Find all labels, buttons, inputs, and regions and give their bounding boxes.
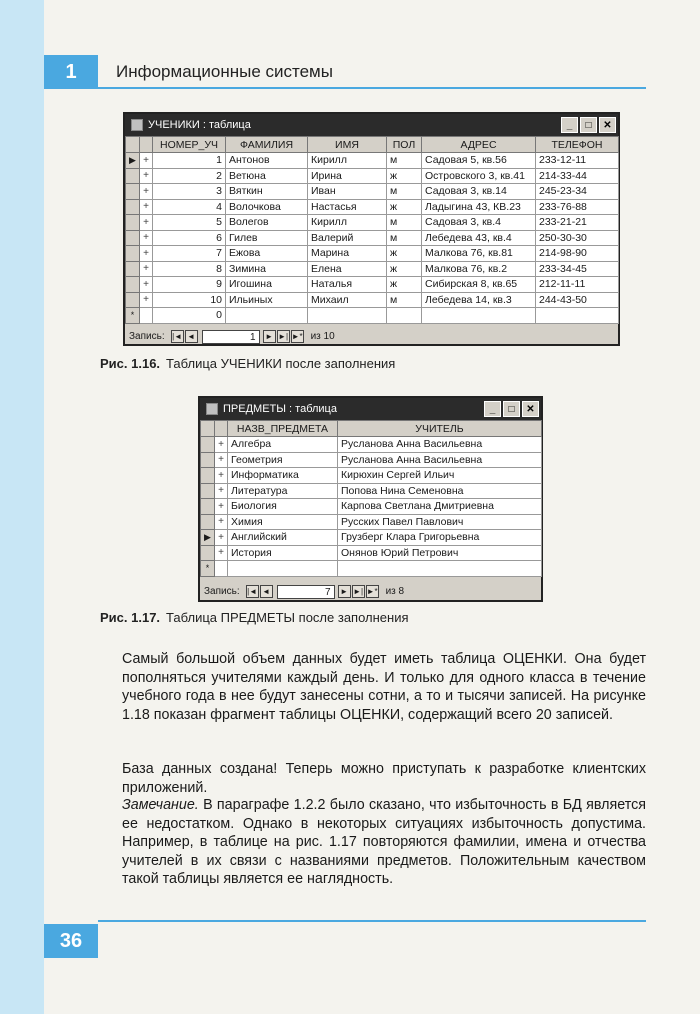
column-header[interactable]: ТЕЛЕФОН — [536, 137, 619, 153]
table-cell[interactable]: 5 — [153, 215, 226, 231]
subjects-grid — [200, 420, 542, 577]
new-record-marker[interactable]: * — [126, 308, 140, 324]
table-cell[interactable]: Марина — [308, 246, 387, 262]
table-cell[interactable]: Ветюна — [226, 168, 308, 184]
close-icon[interactable]: ✕ — [522, 401, 539, 417]
expand-icon[interactable]: + — [215, 437, 228, 453]
record-count: из 10 — [310, 331, 335, 342]
window-titlebar — [125, 114, 618, 136]
table-cell[interactable]: Химия — [228, 514, 338, 530]
table-cell[interactable]: Островского 3, кв.41 — [422, 168, 536, 184]
figure-caption-2 — [100, 610, 409, 625]
column-header[interactable]: НАЗВ_ПРЕДМЕТА — [228, 421, 338, 437]
column-header[interactable]: ИМЯ — [308, 137, 387, 153]
table-row[interactable] — [126, 168, 619, 184]
table-cell[interactable]: 245-23-34 — [536, 184, 619, 200]
row-selector[interactable] — [201, 545, 215, 561]
row-selector-header — [126, 137, 140, 153]
row-selector[interactable] — [126, 184, 140, 200]
paragraph-text: В параграфе 1.2.2 было сказано, что избыточность в БД является ее недостатком. Однако в некоторых ситуациях избыточность допустима. Например, в таблице на рис. 1.17 повторяются фамилии, имена и отчества учителей в их связи с названиями предметов. Положительным качеством такой таблицы является ее наглядность. — [122, 797, 646, 887]
table-cell[interactable] — [536, 308, 619, 324]
table-cell[interactable]: Настасья — [308, 199, 387, 215]
table-cell[interactable]: Биология — [228, 499, 338, 515]
table-cell[interactable]: Русских Павел Павлович — [338, 514, 542, 530]
table-cell[interactable]: Ильиных — [226, 292, 308, 308]
table-cell[interactable]: 0 — [153, 308, 226, 324]
table-cell[interactable] — [338, 561, 542, 577]
table-cell[interactable]: ж — [387, 199, 422, 215]
record-navigator — [125, 327, 618, 347]
row-selector[interactable] — [126, 168, 140, 184]
table-cell[interactable]: ж — [387, 246, 422, 262]
table-cell[interactable]: Антонов — [226, 153, 308, 169]
table-cell[interactable]: Грузберг Клара Григорьевна — [338, 530, 542, 546]
expand-header — [140, 137, 153, 153]
last-record-button[interactable]: ►| — [278, 332, 289, 341]
table-cell[interactable]: Иван — [308, 184, 387, 200]
table-cell[interactable]: Валерий — [308, 230, 387, 246]
row-selector[interactable] — [126, 261, 140, 277]
table-cell[interactable]: 214-98-90 — [536, 246, 619, 262]
expand-icon[interactable]: + — [215, 452, 228, 468]
table-cell[interactable]: 3 — [153, 184, 226, 200]
expand-icon[interactable]: + — [215, 483, 228, 499]
table-cell[interactable]: Кирилл — [308, 215, 387, 231]
table-cell[interactable]: 2 — [153, 168, 226, 184]
remark-label: Замечание. — [122, 797, 199, 813]
table-row[interactable] — [126, 230, 619, 246]
expand-icon[interactable]: + — [140, 153, 153, 169]
table-cell[interactable]: м — [387, 184, 422, 200]
record-number-input[interactable]: 7 — [277, 585, 335, 599]
table-row[interactable] — [201, 545, 542, 561]
table-row[interactable] — [201, 514, 542, 530]
table-cell[interactable] — [422, 308, 536, 324]
table-cell[interactable]: Игошина — [226, 277, 308, 293]
table-cell[interactable]: 214-33-44 — [536, 168, 619, 184]
prev-record-button[interactable]: ◄ — [260, 585, 273, 598]
table-cell[interactable]: Лебедева 14, кв.3 — [422, 292, 536, 308]
expand-icon[interactable]: + — [215, 530, 228, 546]
record-label: Запись: — [204, 586, 240, 597]
body-paragraph-1 — [122, 650, 646, 724]
table-cell[interactable] — [308, 308, 387, 324]
window-title: ПРЕДМЕТЫ : таблица — [223, 403, 337, 415]
record-number-input[interactable]: 1 — [202, 330, 260, 344]
column-header[interactable]: УЧИТЕЛЬ — [338, 421, 542, 437]
expand-icon[interactable]: + — [215, 499, 228, 515]
table-cell[interactable]: 233-76-88 — [536, 199, 619, 215]
column-header[interactable]: ПОЛ — [387, 137, 422, 153]
maximize-icon[interactable]: □ — [503, 401, 520, 417]
last-record-button[interactable]: ►| — [353, 587, 364, 596]
table-cell[interactable]: Кирюхин Сергей Ильич — [338, 468, 542, 484]
first-record-button[interactable]: |◄ — [172, 332, 183, 341]
table-cell[interactable]: 7 — [153, 246, 226, 262]
table-row[interactable] — [201, 468, 542, 484]
row-selector[interactable] — [201, 514, 215, 530]
table-cell[interactable]: Попова Нина Семеновна — [338, 483, 542, 499]
row-selector[interactable] — [201, 437, 215, 453]
table-cell[interactable]: Вяткин — [226, 184, 308, 200]
footer-divider — [98, 920, 646, 922]
table-cell[interactable]: Лебедева 43, кв.4 — [422, 230, 536, 246]
chapter-number: 1 — [44, 55, 98, 89]
left-margin-strip — [0, 0, 44, 1014]
record-count: из 8 — [385, 586, 405, 597]
body-paragraph-3 — [122, 796, 646, 889]
row-selector-header — [201, 421, 215, 437]
table-cell[interactable]: 4 — [153, 199, 226, 215]
chapter-title: Информационные системы — [116, 62, 333, 81]
table-cell[interactable]: Ирина — [308, 168, 387, 184]
record-navigator — [200, 582, 541, 602]
record-label: Запись: — [129, 331, 165, 342]
row-selector[interactable] — [126, 292, 140, 308]
expand-header — [215, 421, 228, 437]
table-cell[interactable]: 8 — [153, 261, 226, 277]
table-cell[interactable]: Карпова Светлана Дмитриевна — [338, 499, 542, 515]
row-selector[interactable] — [126, 215, 140, 231]
table-row[interactable] — [126, 246, 619, 262]
close-icon[interactable]: ✕ — [599, 117, 616, 133]
caption-label: Рис. 1.16. — [100, 356, 161, 371]
table-cell[interactable]: 233-21-21 — [536, 215, 619, 231]
next-record-button[interactable]: ► — [338, 585, 351, 598]
table-cell[interactable]: 244-43-50 — [536, 292, 619, 308]
table-cell[interactable]: Малкова 76, кв.2 — [422, 261, 536, 277]
minimize-icon[interactable]: _ — [561, 117, 578, 133]
table-icon — [131, 119, 143, 131]
table-cell[interactable]: Ладыгина 43, КВ.23 — [422, 199, 536, 215]
expand-icon[interactable]: + — [215, 514, 228, 530]
column-header[interactable]: НОМЕР_УЧ — [153, 137, 226, 153]
table-cell[interactable]: Английский — [228, 530, 338, 546]
expand-icon[interactable]: + — [140, 230, 153, 246]
new-record-row[interactable] — [201, 561, 542, 577]
table-cell[interactable]: Русланова Анна Васильевна — [338, 437, 542, 453]
table-cell[interactable]: 9 — [153, 277, 226, 293]
table-cell[interactable]: 10 — [153, 292, 226, 308]
maximize-icon[interactable]: □ — [580, 117, 597, 133]
table-icon — [206, 403, 218, 415]
row-selector[interactable]: ▶ — [201, 530, 215, 546]
paragraph-text: База данных создана! Теперь можно приступать к разработке клиентских приложений. — [122, 761, 646, 796]
table-cell[interactable] — [226, 308, 308, 324]
body-paragraph-2 — [122, 760, 646, 797]
table-row[interactable] — [126, 261, 619, 277]
table-row[interactable] — [126, 184, 619, 200]
column-header[interactable]: ФАМИЛИЯ — [226, 137, 308, 153]
table-cell[interactable]: Зимина — [226, 261, 308, 277]
table-cell[interactable]: м — [387, 153, 422, 169]
table-cell[interactable]: История — [228, 545, 338, 561]
table-cell[interactable]: Алгебра — [228, 437, 338, 453]
expand-icon[interactable]: + — [140, 277, 153, 293]
expand-icon[interactable]: + — [215, 545, 228, 561]
row-selector[interactable] — [126, 277, 140, 293]
new-record-button[interactable]: ►* — [291, 332, 303, 341]
new-record-button[interactable]: ►* — [366, 587, 378, 596]
table-row[interactable] — [201, 452, 542, 468]
table-cell[interactable]: ж — [387, 277, 422, 293]
table-cell[interactable]: Сибирская 8, кв.65 — [422, 277, 536, 293]
table-cell[interactable]: м — [387, 215, 422, 231]
new-record-row[interactable] — [126, 308, 619, 324]
table-cell[interactable]: 6 — [153, 230, 226, 246]
caption-label: Рис. 1.17. — [100, 610, 161, 625]
row-selector[interactable] — [126, 199, 140, 215]
row-selector[interactable]: ▶ — [126, 153, 140, 169]
table-cell[interactable]: Малкова 76, кв.81 — [422, 246, 536, 262]
expand-icon[interactable]: + — [140, 168, 153, 184]
paragraph-text: Самый большой объем данных будет иметь таблица ОЦЕНКИ. Она будет пополняться учителями каждый день. И только для одного класса в течение учебного года в нее будут занесены сотни, а то и тысячи записей. На рисунке 1.18 показан фрагмент таблицы ОЦЕНКИ, содержащий всего 20 записей. — [122, 651, 646, 723]
column-header[interactable]: АДРЕС — [422, 137, 536, 153]
table-cell[interactable]: Елена — [308, 261, 387, 277]
table-cell[interactable]: Литература — [228, 483, 338, 499]
header-divider — [98, 87, 646, 89]
table-cell[interactable]: 1 — [153, 153, 226, 169]
table-row[interactable] — [201, 437, 542, 453]
table-cell[interactable]: 250-30-30 — [536, 230, 619, 246]
table-cell[interactable]: Волочкова — [226, 199, 308, 215]
expand-icon[interactable]: + — [140, 184, 153, 200]
row-selector[interactable] — [201, 452, 215, 468]
table-cell[interactable]: Ежова — [226, 246, 308, 262]
caption-text: Таблица УЧЕНИКИ после заполнения — [166, 356, 396, 371]
expand-icon[interactable]: + — [140, 215, 153, 231]
table-cell[interactable]: Геометрия — [228, 452, 338, 468]
table-row[interactable] — [126, 199, 619, 215]
row-selector[interactable] — [126, 230, 140, 246]
window-titlebar — [200, 398, 541, 420]
table-cell[interactable]: м — [387, 292, 422, 308]
table-cell[interactable]: 233-34-45 — [536, 261, 619, 277]
expand-icon[interactable]: + — [140, 261, 153, 277]
expand-icon[interactable]: + — [140, 246, 153, 262]
subjects-table-window — [198, 396, 543, 602]
table-cell[interactable]: м — [387, 230, 422, 246]
table-cell[interactable]: Волегов — [226, 215, 308, 231]
table-cell[interactable]: Садовая 3, кв.4 — [422, 215, 536, 231]
students-grid — [125, 136, 619, 324]
page-number: 36 — [44, 924, 98, 958]
expand-cell — [140, 308, 153, 324]
table-cell[interactable]: 212-11-11 — [536, 277, 619, 293]
figure-caption-1 — [100, 356, 395, 371]
new-record-marker[interactable]: * — [201, 561, 215, 577]
expand-icon[interactable]: + — [140, 292, 153, 308]
table-row[interactable] — [126, 153, 619, 169]
table-cell[interactable] — [228, 561, 338, 577]
expand-cell — [215, 561, 228, 577]
caption-text: Таблица ПРЕДМЕТЫ после заполнения — [166, 610, 409, 625]
table-row[interactable] — [126, 215, 619, 231]
table-row[interactable] — [126, 292, 619, 308]
prev-record-button[interactable]: ◄ — [185, 330, 198, 343]
next-record-button[interactable]: ► — [263, 330, 276, 343]
table-cell[interactable]: Михаил — [308, 292, 387, 308]
table-cell[interactable]: Садовая 3, кв.14 — [422, 184, 536, 200]
row-selector[interactable] — [126, 246, 140, 262]
table-row[interactable] — [201, 530, 542, 546]
row-selector[interactable] — [201, 483, 215, 499]
minimize-icon[interactable]: _ — [484, 401, 501, 417]
table-cell[interactable]: Гилев — [226, 230, 308, 246]
table-row[interactable] — [201, 499, 542, 515]
table-cell[interactable]: Информатика — [228, 468, 338, 484]
table-cell[interactable]: Русланова Анна Васильевна — [338, 452, 542, 468]
table-cell[interactable]: ж — [387, 261, 422, 277]
table-row[interactable] — [201, 483, 542, 499]
table-cell[interactable]: Наталья — [308, 277, 387, 293]
table-cell[interactable]: 233-12-11 — [536, 153, 619, 169]
students-table-window — [123, 112, 620, 346]
table-cell[interactable]: Садовая 5, кв.56 — [422, 153, 536, 169]
window-title: УЧЕНИКИ : таблица — [148, 119, 251, 131]
row-selector[interactable] — [201, 468, 215, 484]
expand-icon[interactable]: + — [140, 199, 153, 215]
table-cell[interactable] — [387, 308, 422, 324]
table-cell[interactable]: Кирилл — [308, 153, 387, 169]
table-cell[interactable]: Онянов Юрий Петрович — [338, 545, 542, 561]
expand-icon[interactable]: + — [215, 468, 228, 484]
table-cell[interactable]: ж — [387, 168, 422, 184]
table-row[interactable] — [126, 277, 619, 293]
row-selector[interactable] — [201, 499, 215, 515]
first-record-button[interactable]: |◄ — [247, 587, 258, 596]
